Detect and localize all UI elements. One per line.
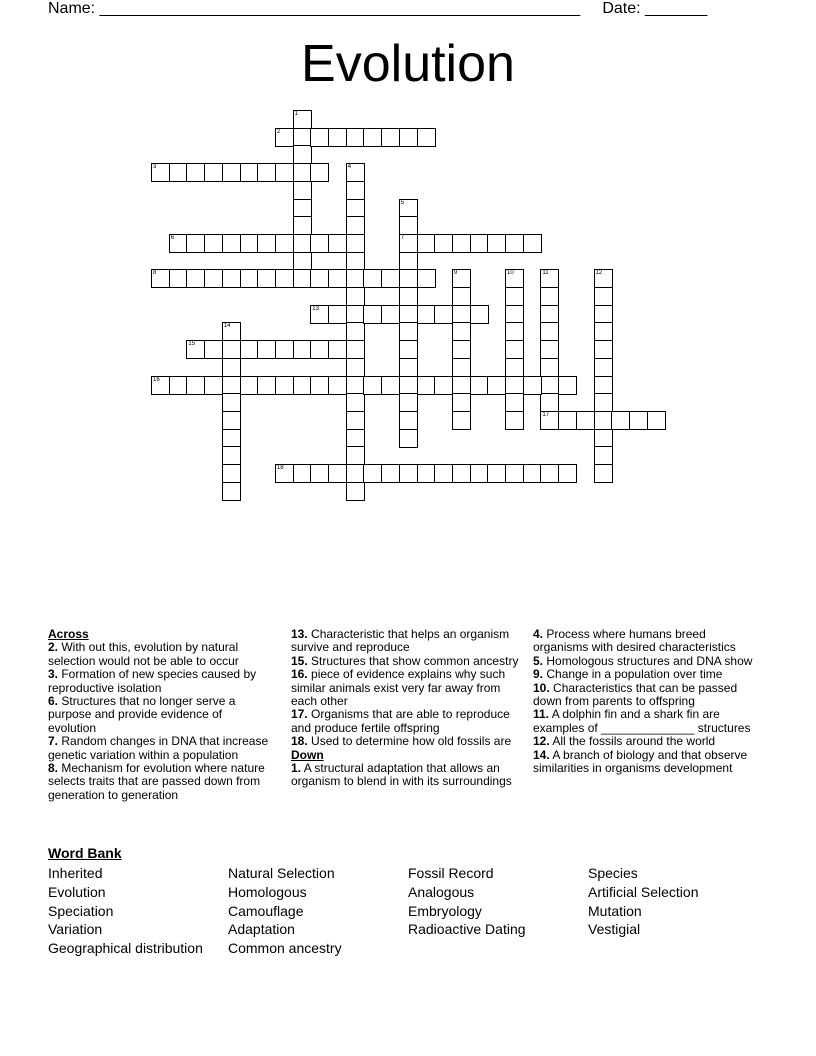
grid-cell[interactable] — [293, 252, 312, 271]
clue-number: 1 — [294, 111, 298, 117]
down-heading: Down — [291, 747, 324, 762]
grid-cell[interactable] — [346, 269, 365, 288]
grid-cell[interactable] — [222, 376, 241, 395]
word-bank-column-1 — [48, 864, 203, 958]
clue-number: 5 — [400, 199, 405, 206]
clue-down-5: 5. Homologous structures and DNA show — [533, 653, 753, 668]
grid-cell[interactable] — [169, 234, 188, 253]
word-bank-item: Evolution — [48, 883, 106, 900]
grid-cell[interactable] — [363, 269, 382, 288]
grid-cell[interactable] — [257, 234, 276, 253]
grid-cell[interactable] — [417, 305, 436, 324]
grid-cell[interactable] — [186, 376, 205, 395]
grid-cell[interactable] — [505, 322, 524, 341]
grid-cell[interactable] — [275, 376, 294, 395]
clue-number: 18 — [276, 465, 284, 471]
grid-cell[interactable] — [417, 128, 436, 147]
grid-cell[interactable] — [381, 464, 400, 483]
grid-cell[interactable] — [505, 305, 524, 324]
grid-cell[interactable] — [293, 181, 312, 200]
grid-cell[interactable] — [523, 376, 542, 395]
grid-cell[interactable] — [222, 269, 241, 288]
grid-cell[interactable] — [204, 234, 223, 253]
clue-number: 10 — [507, 270, 514, 277]
clue-number: 4 — [347, 164, 352, 171]
clue-down-4: 4. Process where humans breed organisms with desired characteristics — [533, 627, 736, 655]
grid-cell[interactable] — [505, 269, 524, 288]
grid-cell[interactable] — [452, 340, 471, 359]
grid-cell[interactable] — [346, 393, 365, 412]
grid-cell[interactable] — [540, 340, 559, 359]
grid-cell[interactable] — [629, 411, 648, 430]
page-title: Evolution — [301, 35, 515, 93]
word-bank-item: Camouflage — [228, 902, 304, 919]
grid-cell[interactable] — [540, 322, 559, 341]
grid-cell[interactable] — [328, 269, 347, 288]
grid-cell[interactable] — [452, 269, 471, 288]
grid-cell[interactable] — [222, 322, 241, 341]
grid-cell[interactable] — [399, 393, 418, 412]
grid-cell[interactable] — [452, 287, 471, 306]
grid-cell[interactable] — [222, 340, 241, 359]
grid-cell[interactable] — [293, 128, 312, 147]
clue-number: 8 — [153, 270, 157, 277]
grid-cell[interactable] — [275, 340, 294, 359]
grid-cell[interactable] — [222, 482, 241, 501]
word-bank-item: Species — [588, 865, 638, 881]
grid-cell[interactable] — [240, 340, 259, 359]
word-bank-item: Speciation — [48, 902, 114, 919]
grid-cell[interactable] — [505, 234, 524, 253]
grid-cell[interactable] — [204, 163, 223, 182]
grid-cell[interactable] — [310, 340, 329, 359]
grid-cell[interactable] — [417, 376, 436, 395]
grid-cell[interactable] — [540, 376, 559, 395]
grid-cell[interactable] — [310, 163, 329, 182]
grid-cell[interactable] — [151, 376, 170, 395]
grid-cell[interactable] — [222, 234, 241, 253]
grid-cell[interactable] — [240, 376, 259, 395]
grid-cell[interactable] — [452, 305, 471, 324]
grid-cell[interactable] — [540, 358, 559, 377]
grid-cell[interactable] — [417, 234, 436, 253]
grid-cell[interactable] — [240, 163, 259, 182]
clue-number: 13 — [312, 305, 319, 312]
grid-cell[interactable] — [434, 376, 453, 395]
clues-column-2 — [291, 628, 526, 789]
clue-number: 14 — [223, 323, 231, 330]
grid-cell[interactable] — [169, 163, 188, 182]
grid-cell[interactable] — [381, 128, 400, 147]
grid-cell[interactable] — [275, 163, 294, 182]
grid-cell[interactable] — [417, 464, 436, 483]
grid-cell[interactable] — [293, 340, 312, 359]
word-bank-item: Inherited — [48, 865, 103, 881]
grid-cell[interactable] — [452, 411, 471, 430]
name-date-line[interactable]: Name: ______________________________________________________ Date: _______ — [48, 0, 708, 17]
grid-cell[interactable] — [222, 429, 241, 448]
grid-cell[interactable] — [151, 269, 170, 288]
word-bank-column-3 — [408, 864, 526, 939]
grid-cell[interactable] — [186, 234, 205, 253]
grid-cell[interactable] — [434, 305, 453, 324]
clue-across-8: 8. Mechanism for evolution where nature selects traits that are passed down from generation to generation — [48, 761, 265, 802]
grid-cell[interactable] — [594, 464, 613, 483]
grid-cell[interactable] — [363, 376, 382, 395]
grid-cell[interactable] — [594, 340, 613, 359]
grid-cell[interactable] — [399, 199, 418, 218]
grid-cell[interactable] — [310, 305, 329, 324]
grid-cell[interactable] — [505, 464, 524, 483]
grid-cell[interactable] — [310, 234, 329, 253]
word-bank-item: Homologous — [228, 883, 307, 900]
grid-cell[interactable] — [275, 128, 294, 147]
grid-cell[interactable] — [381, 269, 400, 288]
grid-cell[interactable] — [594, 269, 613, 288]
grid-cell[interactable] — [505, 393, 524, 412]
word-bank-item: Variation — [48, 921, 103, 938]
grid-cell[interactable] — [399, 411, 418, 430]
grid-cell[interactable] — [594, 376, 613, 395]
grid-cell[interactable] — [399, 464, 418, 483]
word-bank-title: Word Bank — [48, 845, 122, 861]
clue-number: 9 — [453, 270, 458, 277]
grid-cell[interactable] — [293, 199, 312, 218]
grid-cell[interactable] — [505, 376, 524, 395]
grid-cell[interactable] — [558, 376, 577, 395]
grid-cell[interactable] — [293, 216, 312, 235]
grid-cell[interactable] — [363, 128, 382, 147]
grid-cell[interactable] — [470, 234, 489, 253]
grid-cell[interactable] — [346, 322, 365, 341]
grid-cell[interactable] — [399, 287, 418, 306]
grid-cell[interactable] — [257, 376, 276, 395]
word-bank-item: Adaptation — [228, 921, 295, 938]
crossword-grid — [0, 0, 816, 520]
grid-cell[interactable] — [399, 305, 418, 324]
grid-cell[interactable] — [452, 358, 471, 377]
grid-cell[interactable] — [399, 269, 418, 288]
grid-cell[interactable] — [346, 216, 365, 235]
clue-down-14: 14. A branch of biology and that observe similarities in organisms development — [533, 747, 748, 776]
grid-cell[interactable] — [363, 464, 382, 483]
word-bank-item: Vestigial — [588, 921, 641, 938]
grid-cell[interactable] — [540, 269, 559, 288]
grid-cell[interactable] — [363, 305, 382, 324]
clue-across-2: 2. With out this, evolution by natural selection would not be able to occur — [48, 640, 239, 668]
grid-cell[interactable] — [505, 340, 524, 359]
grid-cell[interactable] — [328, 305, 347, 324]
grid-cell[interactable] — [293, 163, 312, 182]
grid-cell[interactable] — [186, 163, 205, 182]
grid-cell[interactable] — [523, 234, 542, 253]
clue-number: 6 — [170, 234, 175, 241]
grid-cell[interactable] — [399, 128, 418, 147]
grid-cell[interactable] — [257, 269, 276, 288]
grid-cell[interactable] — [293, 269, 312, 288]
clue-across-13: 13. Characteristic that helps an organism survive and reproduce — [291, 627, 510, 655]
grid-cell[interactable] — [470, 376, 489, 395]
word-bank-item: Artificial Selection — [588, 883, 699, 900]
clue-number: 15 — [188, 341, 196, 348]
clue-number: 16 — [153, 376, 160, 383]
grid-cell[interactable] — [611, 411, 630, 430]
grid-cell[interactable] — [346, 234, 365, 253]
clue-number: 11 — [542, 270, 549, 277]
word-bank-column-4 — [588, 864, 699, 939]
grid-cell[interactable] — [399, 216, 418, 235]
grid-cell[interactable] — [186, 340, 205, 359]
grid-cell[interactable] — [470, 464, 489, 483]
grid-cell[interactable] — [293, 376, 312, 395]
grid-cell[interactable] — [186, 269, 205, 288]
grid-cell[interactable] — [346, 199, 365, 218]
grid-cell[interactable] — [346, 287, 365, 306]
clues-column-1 — [48, 628, 273, 802]
clue-down-11: 11. A dolphin fin and a shark fin are examples of ______________ structures — [533, 707, 751, 735]
grid-cell[interactable] — [452, 393, 471, 412]
grid-cell[interactable] — [310, 464, 329, 483]
grid-cell[interactable] — [346, 358, 365, 377]
grid-cell[interactable] — [523, 464, 542, 483]
word-bank-item: Analogous — [408, 883, 475, 900]
clue-across-7: 7. Random changes in DNA that increase genetic variation within a population — [48, 734, 269, 762]
grid-cell[interactable] — [328, 128, 347, 147]
grid-cell[interactable] — [240, 234, 259, 253]
grid-cell[interactable] — [399, 234, 418, 253]
grid-cell[interactable] — [293, 110, 312, 129]
grid-cell[interactable] — [222, 464, 241, 483]
grid-cell[interactable] — [293, 234, 312, 253]
grid-cell[interactable] — [204, 269, 223, 288]
grid-cell[interactable] — [346, 376, 365, 395]
across-heading: Across — [48, 627, 89, 641]
grid-cell[interactable] — [505, 411, 524, 430]
grid-cell[interactable] — [275, 269, 294, 288]
grid-cell[interactable] — [310, 376, 329, 395]
grid-cell[interactable] — [594, 358, 613, 377]
grid-cell[interactable] — [204, 376, 223, 395]
clue-across-18: 18. Used to determine how old fossils are — [291, 734, 512, 749]
grid-cell[interactable] — [222, 446, 241, 465]
grid-cell[interactable] — [399, 429, 418, 448]
grid-cell[interactable] — [594, 411, 613, 430]
clues-column-3 — [533, 628, 763, 775]
grid-cell[interactable] — [540, 411, 559, 430]
clue-number: 17 — [542, 411, 550, 418]
grid-cell[interactable] — [346, 446, 365, 465]
grid-cell[interactable] — [346, 340, 365, 359]
clue-down-9: 9. Change in a population over time — [533, 667, 723, 682]
word-bank-column-2 — [228, 864, 342, 958]
grid-cell[interactable] — [594, 446, 613, 465]
grid-cell[interactable] — [576, 411, 595, 430]
grid-cell[interactable] — [452, 464, 471, 483]
clue-across-6: 6. Structures that no longer serve a purpose and provide evidence of evolution — [48, 694, 236, 735]
clue-number: 2 — [276, 128, 281, 135]
grid-cell[interactable] — [452, 322, 471, 341]
grid-cell[interactable] — [470, 305, 489, 324]
grid-cell[interactable] — [381, 376, 400, 395]
grid-cell[interactable] — [346, 482, 365, 501]
grid-cell[interactable] — [399, 340, 418, 359]
grid-cell[interactable] — [222, 163, 241, 182]
grid-cell[interactable] — [434, 234, 453, 253]
grid-cell[interactable] — [540, 464, 559, 483]
grid-cell[interactable] — [540, 393, 559, 412]
grid-cell[interactable] — [594, 393, 613, 412]
clue-down-12: 12. All the fossils around the world — [533, 734, 716, 749]
grid-cell[interactable] — [346, 128, 365, 147]
grid-cell[interactable] — [328, 376, 347, 395]
grid-cell[interactable] — [399, 358, 418, 377]
grid-cell[interactable] — [346, 429, 365, 448]
clue-across-17: 17. Organisms that are able to reproduce and produce fertile offspring — [291, 707, 510, 735]
grid-cell[interactable] — [346, 411, 365, 430]
word-bank-item: Common ancestry — [228, 940, 342, 957]
grid-cell[interactable] — [647, 411, 666, 430]
grid-cell[interactable] — [151, 163, 170, 182]
grid-cell[interactable] — [169, 376, 188, 395]
word-bank-item: Fossil Record — [408, 865, 494, 881]
word-bank-item: Geographical distribution — [48, 940, 203, 957]
grid-cell[interactable] — [417, 269, 436, 288]
grid-cell[interactable] — [487, 464, 506, 483]
grid-cell[interactable] — [293, 464, 312, 483]
clue-number: 7 — [400, 234, 405, 241]
word-bank-item: Mutation — [588, 902, 642, 919]
grid-cell[interactable] — [310, 128, 329, 147]
grid-cell[interactable] — [240, 269, 259, 288]
grid-cell[interactable] — [257, 163, 276, 182]
clue-down-10: 10. Characteristics that can be passed down from parents to offspring — [533, 680, 738, 709]
grid-cell[interactable] — [222, 358, 241, 377]
grid-cell[interactable] — [381, 305, 400, 324]
grid-cell[interactable] — [594, 287, 613, 306]
grid-cell[interactable] — [540, 287, 559, 306]
grid-cell[interactable] — [558, 411, 577, 430]
grid-cell[interactable] — [505, 287, 524, 306]
grid-cell[interactable] — [487, 234, 506, 253]
grid-cell[interactable] — [594, 429, 613, 448]
grid-cell[interactable] — [487, 376, 506, 395]
clue-across-15: 15. Structures that show common ancestry — [291, 653, 519, 668]
grid-cell[interactable] — [452, 234, 471, 253]
grid-cell[interactable] — [275, 234, 294, 253]
grid-cell[interactable] — [169, 269, 188, 288]
grid-cell[interactable] — [328, 340, 347, 359]
grid-cell[interactable] — [328, 234, 347, 253]
grid-cell[interactable] — [222, 411, 241, 430]
clue-number: 3 — [153, 164, 157, 171]
grid-cell[interactable] — [346, 305, 365, 324]
grid-cell[interactable] — [257, 340, 276, 359]
word-bank-item: Embryology — [408, 902, 482, 919]
grid-cell[interactable] — [594, 322, 613, 341]
grid-cell[interactable] — [452, 376, 471, 395]
grid-cell[interactable] — [310, 269, 329, 288]
grid-cell[interactable] — [540, 305, 559, 324]
clue-across-16: 16. piece of evidence explains why such similar animals exist very far away from each other — [291, 667, 506, 709]
grid-cell[interactable] — [346, 181, 365, 200]
clue-number: 12 — [595, 270, 603, 277]
word-bank-item: Radioactive Dating — [408, 921, 526, 938]
grid-cell[interactable] — [328, 464, 347, 483]
grid-cell[interactable] — [346, 464, 365, 483]
grid-cell[interactable] — [222, 393, 241, 412]
grid-cell[interactable] — [434, 464, 453, 483]
grid-cell[interactable] — [399, 322, 418, 341]
clue-across-3: 3. Formation of new species caused by reproductive isolation — [48, 667, 257, 695]
word-bank-item: Natural Selection — [228, 865, 335, 881]
grid-cell[interactable] — [204, 340, 223, 359]
grid-cell[interactable] — [399, 376, 418, 395]
grid-cell[interactable] — [558, 464, 577, 483]
grid-cell[interactable] — [594, 305, 613, 324]
grid-cell[interactable] — [346, 252, 365, 271]
grid-cell[interactable] — [293, 145, 312, 164]
grid-cell[interactable] — [505, 358, 524, 377]
grid-cell[interactable] — [399, 252, 418, 271]
clue-down-1: 1. A structural adaptation that allows an organism to blend in with its surroundings — [291, 761, 512, 789]
grid-cell[interactable] — [346, 163, 365, 182]
grid-cell[interactable] — [275, 464, 294, 483]
